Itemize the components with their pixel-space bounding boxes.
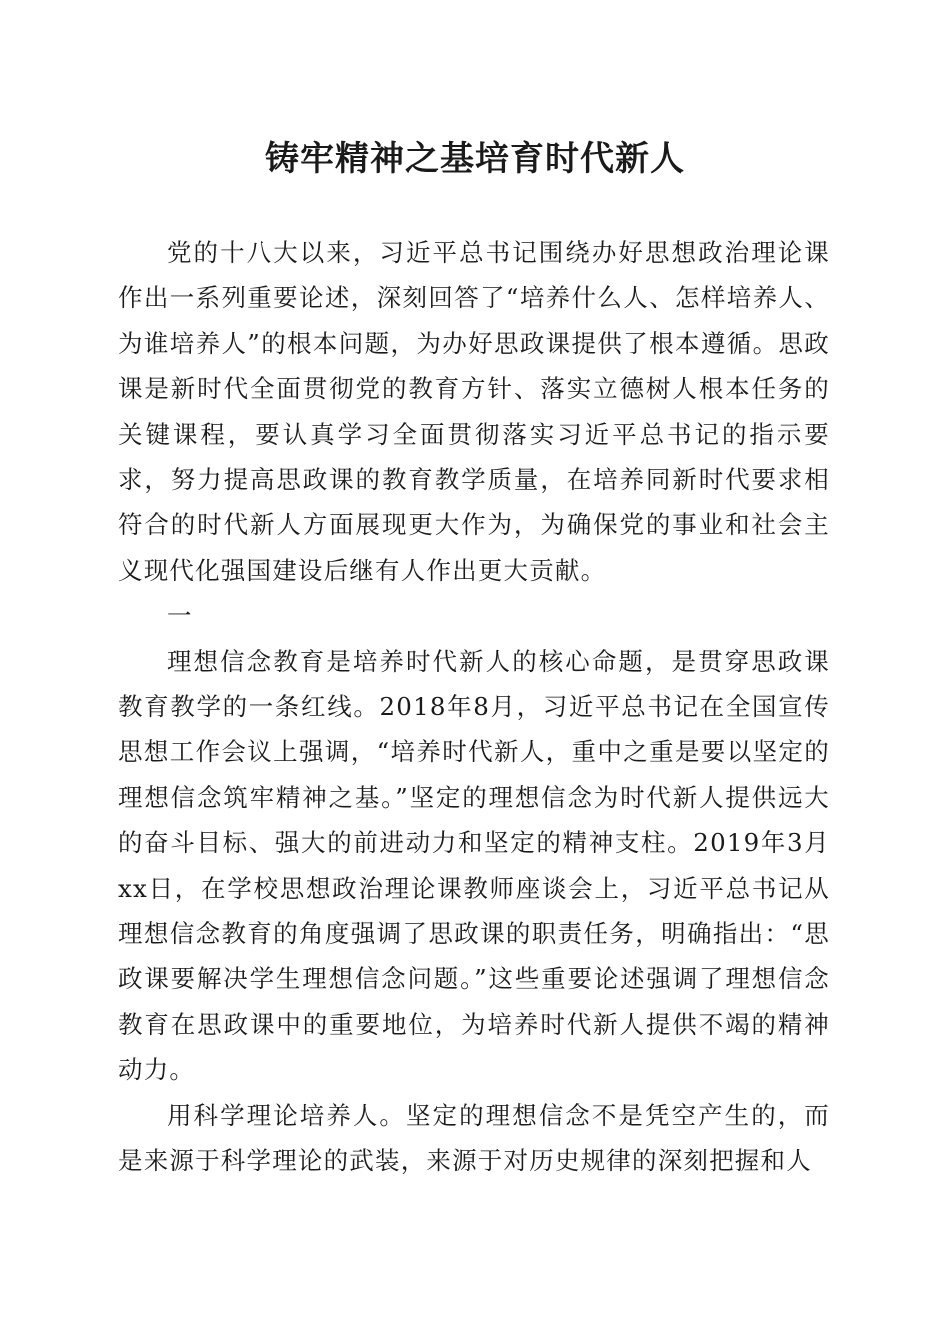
paragraph-intro: 党的十八大以来，习近平总书记围绕办好思想政治理论课作出一系列重要论述，深刻回答了“培养什么人、怎样培养人、为谁培养人”的根本问题，为办好思政课提供了根本遵循。思政课是新时代全面贯彻党的教育方针、落实立德树人根本任务的关键课程，要认真学习全面贯彻落实习近平总书记的指示要求，努力提高思政课的教育教学质量，在培养同新时代要求相符合的时代新人方面展现更大作为，为确保党的事业和社会主义现代化强国建设后继有人作出更大贡献。 xyxy=(118,238,830,585)
section-number: 一 xyxy=(167,601,193,631)
document-body xyxy=(118,230,830,1184)
paragraph-scientific-theory: 用科学理论培养人。坚定的理想信念不是凭空产生的，而是来源于科学理论的武装，来源于对历史规律的深刻把握和人 xyxy=(118,1100,830,1176)
document-title: 铸牢精神之基培育时代新人 xyxy=(265,139,685,179)
paragraph-ideals-education: 理想信念教育是培养时代新人的核心命题，是贯穿思政课教育教学的一条红线。2018年8月，习近平总书记在全国宣传思想工作会议上强调，“培养时代新人，重中之重是要以坚定的理想信念筑牢精神之基。”坚定的理想信念为时代新人提供远大的奋斗目标、强大的前进动力和坚定的精神支柱。2019年3月xx日，在学校思想政治理论课教师座谈会上，习近平总书记从理想信念教育的角度强调了思政课的职责任务，明确指出：“思政课要解决学生理想信念问题。”这些重要论述强调了理想信念教育在思政课中的重要地位，为培养时代新人提供不竭的精神动力。 xyxy=(118,646,830,1085)
